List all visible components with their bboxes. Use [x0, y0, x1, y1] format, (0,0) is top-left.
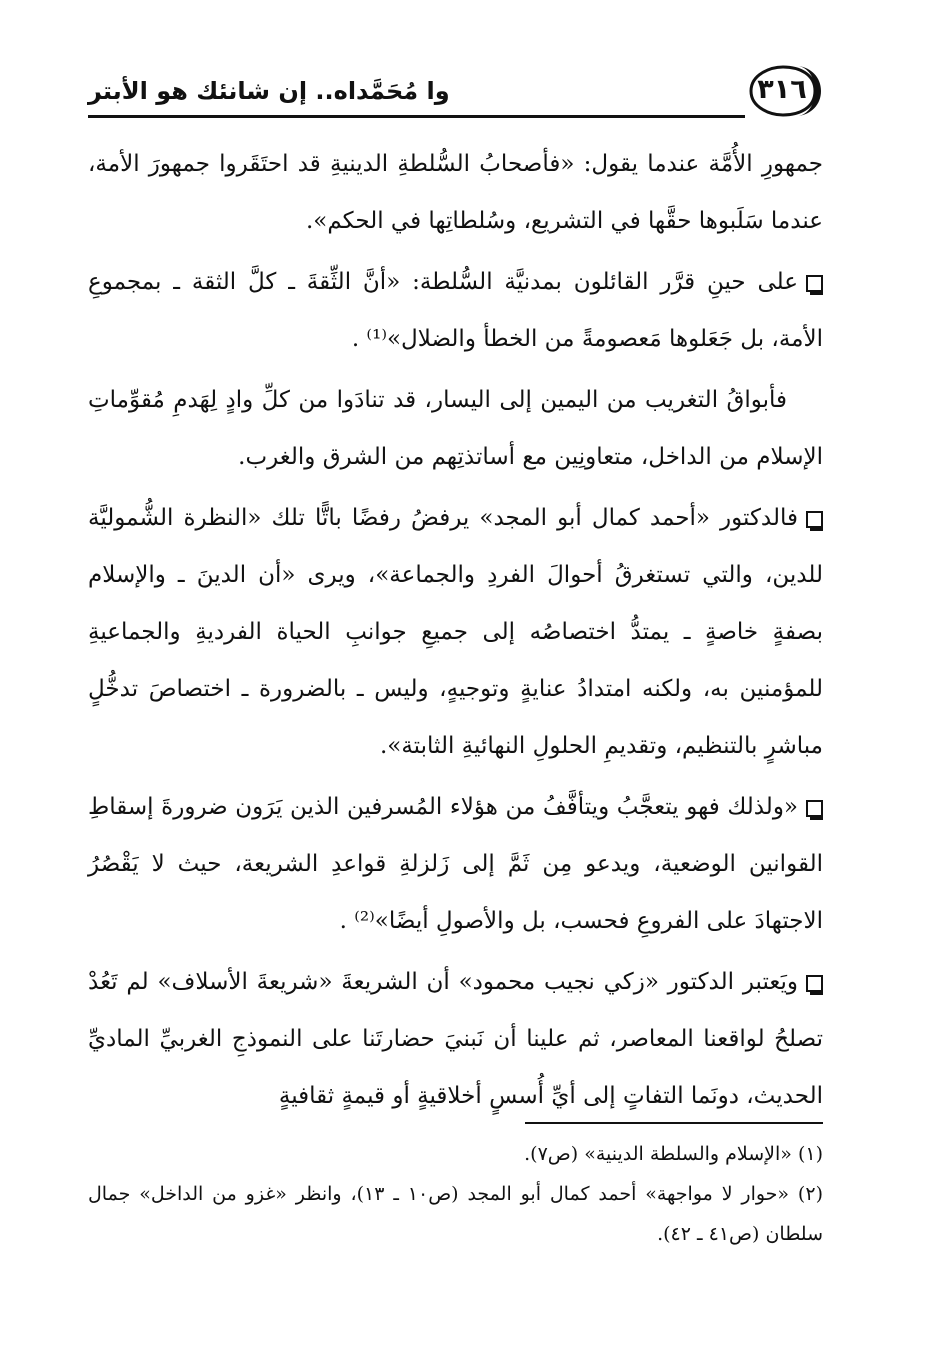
paragraph-text: على حينِ قرَّر القائلون بمدنيَّة السُّلطة: «أنَّ الثِّقةَ ـ كلَّ الثقة ـ بمجموعِ الأمة، بل جَعَلوها مَعصومةً من الخطأ والضلال»⁽¹⁾ .: [88, 269, 823, 352]
paragraph-text: «ولذلك فهو يتعجَّبُ ويتأفَّفُ من هؤلاء المُسرفين الذين يَرَون ضرورةَ إسقاطِ القوانين الوضعية، ويدعو مِن ثَمَّ إلى زَلزلةِ قواعدِ الشريعة، حيث لا يَقْصُرُ الاجتهادَ على الفروعِ فحسب، بل والأصولِ أيضًا»⁽²⁾ .: [88, 794, 823, 934]
footnote: (٢) «حوار لا مواجهة» أحمد كمال أبو المجد (ص١٠ ـ ١٣)، وانظر «غزو من الداخل» جمال سلطان (ص٤١ ـ ٤٢).: [88, 1183, 823, 1245]
paragraph-text: فأبواقُ التغريب من اليمين إلى اليسار، قد تنادَوا من كلِّ وادٍ لِهَدمِ مُقوِّماتِ الإسلام من الداخل، متعاونِين مع أساتذتِهم من الشرق والغرب.: [88, 387, 823, 470]
header-divider: [88, 115, 745, 118]
running-header: [88, 62, 823, 124]
paragraph: [88, 779, 823, 950]
paragraph-text: ويَعتبر الدكتور «زكي نجيب محمود» أن الشريعةَ «شريعةَ الأسلاف» لم تَعُدْ تصلحُ لواقعنا المعاصر، ثم علينا أن نَبنيَ حضارتَنا على النموذجِ الغربيِّ الماديِّ الحديث، دونَما التفاتٍ إلى أيِّ أُسسٍ أخلاقيةٍ أو قيمةٍ ثقافيةٍ: [88, 969, 823, 1109]
page-number-badge: [741, 62, 823, 120]
paragraph: [88, 490, 823, 775]
footnote-divider: [525, 1122, 823, 1124]
paragraph-marker-icon: [806, 800, 823, 817]
footnotes: [88, 1134, 823, 1254]
running-header-title: وا مُحَمَّداه.. إن شانئك هو الأبتر: [88, 77, 450, 105]
footnote: (١) «الإسلام والسلطة الدينية» (ص٧).: [524, 1143, 823, 1165]
paragraph-marker-icon: [806, 975, 823, 992]
paragraph-marker-icon: [806, 511, 823, 528]
main-text: [88, 136, 823, 1129]
paragraph-text: جمهورِ الأُمَّة عندما يقول: «فأصحابُ السُّلطةِ الدينيةِ قد احتَقَروا جمهورَ الأمة، عندما سَلَبوها حقَّها في التشريع، وسُلطاتِها في الحكم».: [88, 151, 823, 234]
paragraph: [88, 136, 823, 250]
paragraph: [88, 254, 823, 368]
paragraph-text: فالدكتور «أحمد كمال أبو المجد» يرفضُ رفضًا باتًّا تلك «النظرة الشُّموليَّة للدين، والتي تستغرقُ أحوالَ الفردِ والجماعة»، ويرى «أن الدينَ ـ والإسلام بصفةٍ خاصةٍ ـ يمتدُّ اختصاصُه إلى جميعِ جوانبِ الحياة الفرديةِ والجماعيةِ للمؤمنين به، ولكنه امتدادُ عنايةٍ وتوجيهٍ، وليس ـ بالضرورة ـ اختصاصَ تدخُّلٍ مباشرٍ بالتنظيم، وتقديمِ الحلولِ النهائيةِ الثابتة».: [88, 505, 823, 759]
paragraph-marker-icon: [806, 275, 823, 292]
paragraph: [88, 372, 823, 486]
page-number: ٣١٦: [757, 74, 807, 105]
paragraph: [88, 954, 823, 1125]
